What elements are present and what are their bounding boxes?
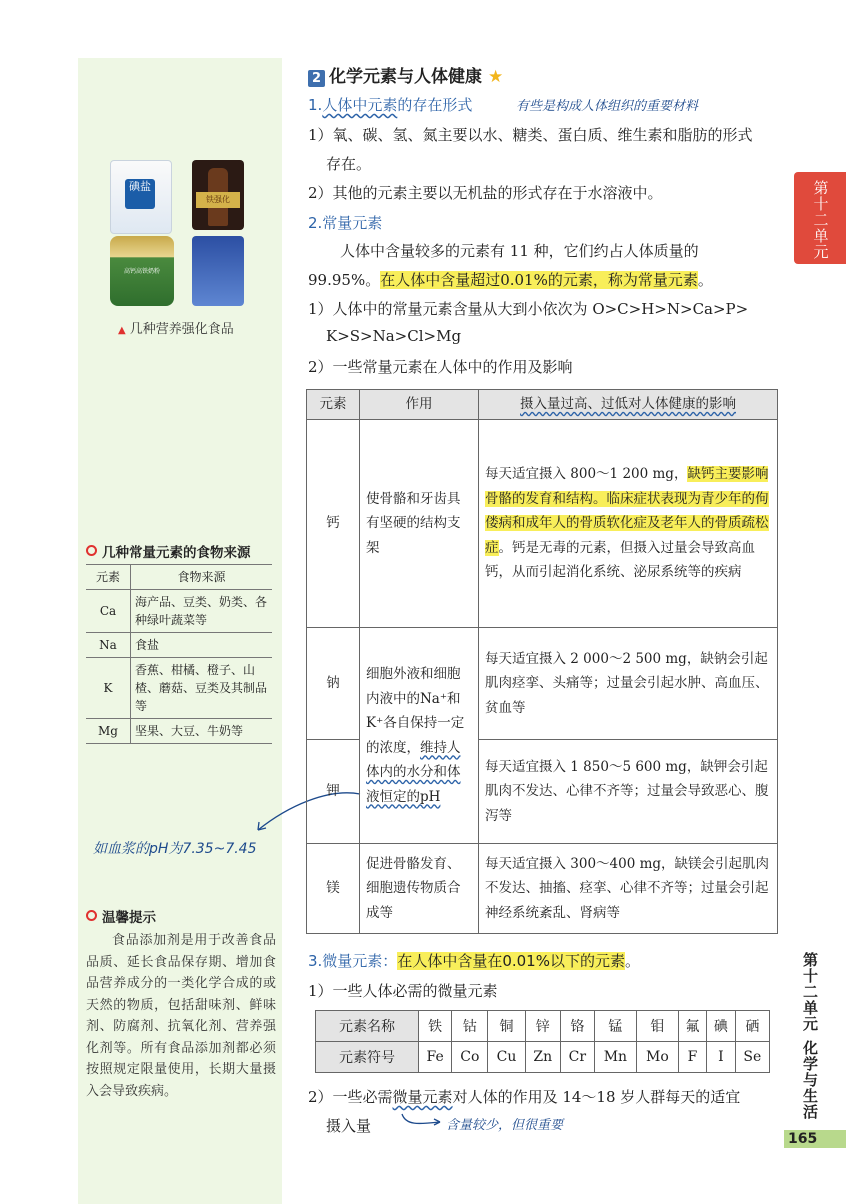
fortified-milk-powder-image bbox=[110, 236, 174, 306]
trace-element-name: 硒 bbox=[735, 1011, 769, 1042]
table-row: Mg 坚果、大豆、牛奶等 bbox=[86, 719, 272, 744]
fortified-flour-bag-image bbox=[192, 236, 244, 306]
paragraph-line: 1）氧、碳、氢、氮主要以水、糖类、蛋白质、维生素和脂肪的形式 bbox=[308, 126, 753, 144]
trace-element-name: 钼 bbox=[637, 1011, 679, 1042]
table-row: 元素 食物来源 bbox=[86, 565, 272, 590]
table-row: 元素 作用 摄入量过高、过低对人体健康的影响 bbox=[307, 390, 778, 420]
paragraph-line: 存在。 bbox=[326, 155, 372, 173]
paragraph-line: 2）一些常量元素在人体中的作用及影响 bbox=[308, 358, 573, 376]
highlighted-trace-definition: 在人体中含量在0.01%以下的元素 bbox=[397, 952, 625, 970]
paragraph-line: 99.95%。在人体中含量超过0.01%的元素，称为常量元素。 bbox=[308, 271, 713, 289]
paragraph-line: 人体中含量较多的元素有 11 种，它们约占人体质量的 bbox=[340, 242, 699, 260]
paragraph-line: 1）一些人体必需的微量元素 bbox=[308, 982, 498, 1000]
unit-side-tab: 第十二单元 bbox=[794, 172, 846, 264]
trace-element-name: 碘 bbox=[707, 1011, 735, 1042]
iodized-salt-image bbox=[110, 160, 172, 234]
trace-element-symbol: Cr bbox=[561, 1042, 595, 1073]
trace-element-symbol: F bbox=[678, 1042, 706, 1073]
trace-element-name: 铜 bbox=[488, 1011, 525, 1042]
trace-element-name: 锰 bbox=[594, 1011, 636, 1042]
iron-fortified-sauce-image bbox=[192, 160, 244, 230]
table-row: Na 食盐 bbox=[86, 633, 272, 658]
annotation-arrow-icon bbox=[400, 1112, 444, 1132]
salt-label: 碘盐 bbox=[125, 179, 155, 209]
trace-element-symbol: Se bbox=[735, 1042, 769, 1073]
table-row: 钙 使骨骼和牙齿具有坚硬的结构支架 每天适宜摄入 800～1 200 mg，缺钙主要影响骨骼的发育和结构。临床症状表现为青少年的佝偻病和成年人的骨质软化症及老年人的骨质疏松症。钙是无毒的元素，但摄入过量会导致高血钙，从而引起消化系统、泌尿系统等的疾病 bbox=[307, 420, 778, 628]
highlighted-definition: 在人体中含量超过0.01%的元素，称为常量元素 bbox=[380, 271, 698, 289]
trace-element-name: 钴 bbox=[452, 1011, 488, 1042]
page-number: 165 bbox=[788, 1131, 818, 1147]
sauce-label: 铁强化 bbox=[206, 195, 230, 204]
heading-trace-elements: 3.微量元素：在人体中含量在0.01%以下的元素。 bbox=[308, 952, 640, 970]
footer-subject: 化学与生活 bbox=[801, 1040, 819, 1120]
trace-element-symbol: Mn bbox=[594, 1042, 636, 1073]
table-row: 元素名称 铁 钴 铜 锌 铬 锰 钼 氟 碘 硒 bbox=[316, 1011, 770, 1042]
table-row: 钾 每天适宜摄入 1 850～5 600 mg，缺钾会引起肌肉不发达、心律不齐等；过量会导致恶心、腹泻等 bbox=[307, 740, 778, 844]
trace-element-symbol: Co bbox=[452, 1042, 488, 1073]
table-row: K 香蕉、柑橘、橙子、山楂、蘑菇、豆类及其制品等 bbox=[86, 658, 272, 719]
highlighted-calcium-effect: 缺钙主要影响骨骼的发育和结构。临床症状表现为青少年的佝偻病和成年人的骨质软化症及老年人的骨质疏松症 bbox=[485, 466, 769, 556]
trace-element-table bbox=[315, 1010, 770, 1073]
na-k-role-cell: 细胞外液和细胞内液中的Na⁺和K⁺各自保持一定的浓度，维持人体内的水分和体液恒定的pH bbox=[360, 628, 479, 844]
heading-macro-elements: 2.常量元素 bbox=[308, 214, 383, 232]
milk-label: 高钙高铁奶粉 bbox=[123, 268, 160, 275]
paragraph-line: 2）一些必需微量元素对人体的作用及 14～18 岁人群每天的适宜 bbox=[308, 1088, 741, 1106]
table-row: 元素符号 Fe Co Cu Zn Cr Mn Mo F I Se bbox=[316, 1042, 770, 1073]
circle-bullet-icon bbox=[86, 545, 97, 556]
circle-bullet-icon bbox=[86, 910, 97, 921]
paragraph-line: K>S>Na>Cl>Mg bbox=[326, 327, 462, 345]
macro-element-table bbox=[306, 389, 778, 934]
trace-element-symbol: Zn bbox=[525, 1042, 561, 1073]
tip-heading: 温馨提示 bbox=[86, 906, 156, 926]
effects-header: 摄入量过高、过低对人体健康的影响 bbox=[479, 390, 778, 420]
paragraph-line: 摄入量 bbox=[326, 1117, 372, 1135]
paragraph-line: 1）人体中的常量元素含量从大到小依次为 O>C>H>N>Ca>P> bbox=[308, 300, 749, 318]
food-source-table bbox=[86, 564, 272, 744]
section-number-badge: 2 bbox=[308, 70, 325, 87]
trace-element-name: 氟 bbox=[678, 1011, 706, 1042]
handwritten-note-bottom: 含量较少，但很重要 bbox=[446, 1118, 564, 1133]
trace-element-symbol: Cu bbox=[488, 1042, 525, 1073]
table-row: Ca 海产品、豆类、奶类、各种绿叶蔬菜等 bbox=[86, 590, 272, 633]
food-table-heading: 几种常量元素的食物来源 bbox=[86, 541, 251, 561]
trace-element-symbol: Fe bbox=[419, 1042, 452, 1073]
images-caption: ▲ 几种营养强化食品 bbox=[118, 322, 234, 337]
trace-element-symbol: I bbox=[707, 1042, 735, 1073]
table-row: 钠 细胞外液和细胞内液中的Na⁺和K⁺各自保持一定的浓度，维持人体内的水分和体液恒定的pH 每天适宜摄入 2 000～2 500 mg，缺钠会引起肌肉痉挛、头痛等；过量会引起水肿、高血压、贫血等 bbox=[307, 628, 778, 740]
section-title: 2 化学元素与人体健康 ★ bbox=[308, 62, 503, 87]
handwritten-note-top: 有些是构成人体组织的重要材料 bbox=[516, 99, 699, 114]
trace-element-name: 铁 bbox=[419, 1011, 452, 1042]
tip-body: 食品添加剂是用于改善食品品质、延长食品保存期、增加食品营养成分的一类化学合成的或天然的物质，包括甜味剂、鲜味剂、防腐剂、抗氧化剂、营养强化剂等。所有食品添加剂都必须按照规定限量使用，长期大量摄入会导致疾病。 bbox=[86, 933, 276, 1099]
table-row: 镁 促进骨骼发育、细胞遗传物质合成等 每天适宜摄入 300～400 mg，缺镁会引起肌肉不发达、抽搐、痉挛、心律不齐等；过量会引起神经系统紊乱、肾病等 bbox=[307, 844, 778, 934]
paragraph-line: 2）其他的元素主要以无机盐的形式存在于水溶液中。 bbox=[308, 184, 663, 202]
trace-element-symbol: Mo bbox=[637, 1042, 679, 1073]
trace-element-name: 锌 bbox=[525, 1011, 561, 1042]
star-icon: ★ bbox=[488, 67, 504, 87]
heading-existence-form: 1.人体中元素的存在形式 bbox=[308, 96, 473, 114]
triangle-icon: ▲ bbox=[118, 325, 126, 336]
footer-unit: 第十二单元 bbox=[801, 952, 819, 1032]
handwritten-ph-note: 如血浆的pH为7.35~7.45 bbox=[93, 841, 257, 857]
trace-element-name: 铬 bbox=[561, 1011, 595, 1042]
